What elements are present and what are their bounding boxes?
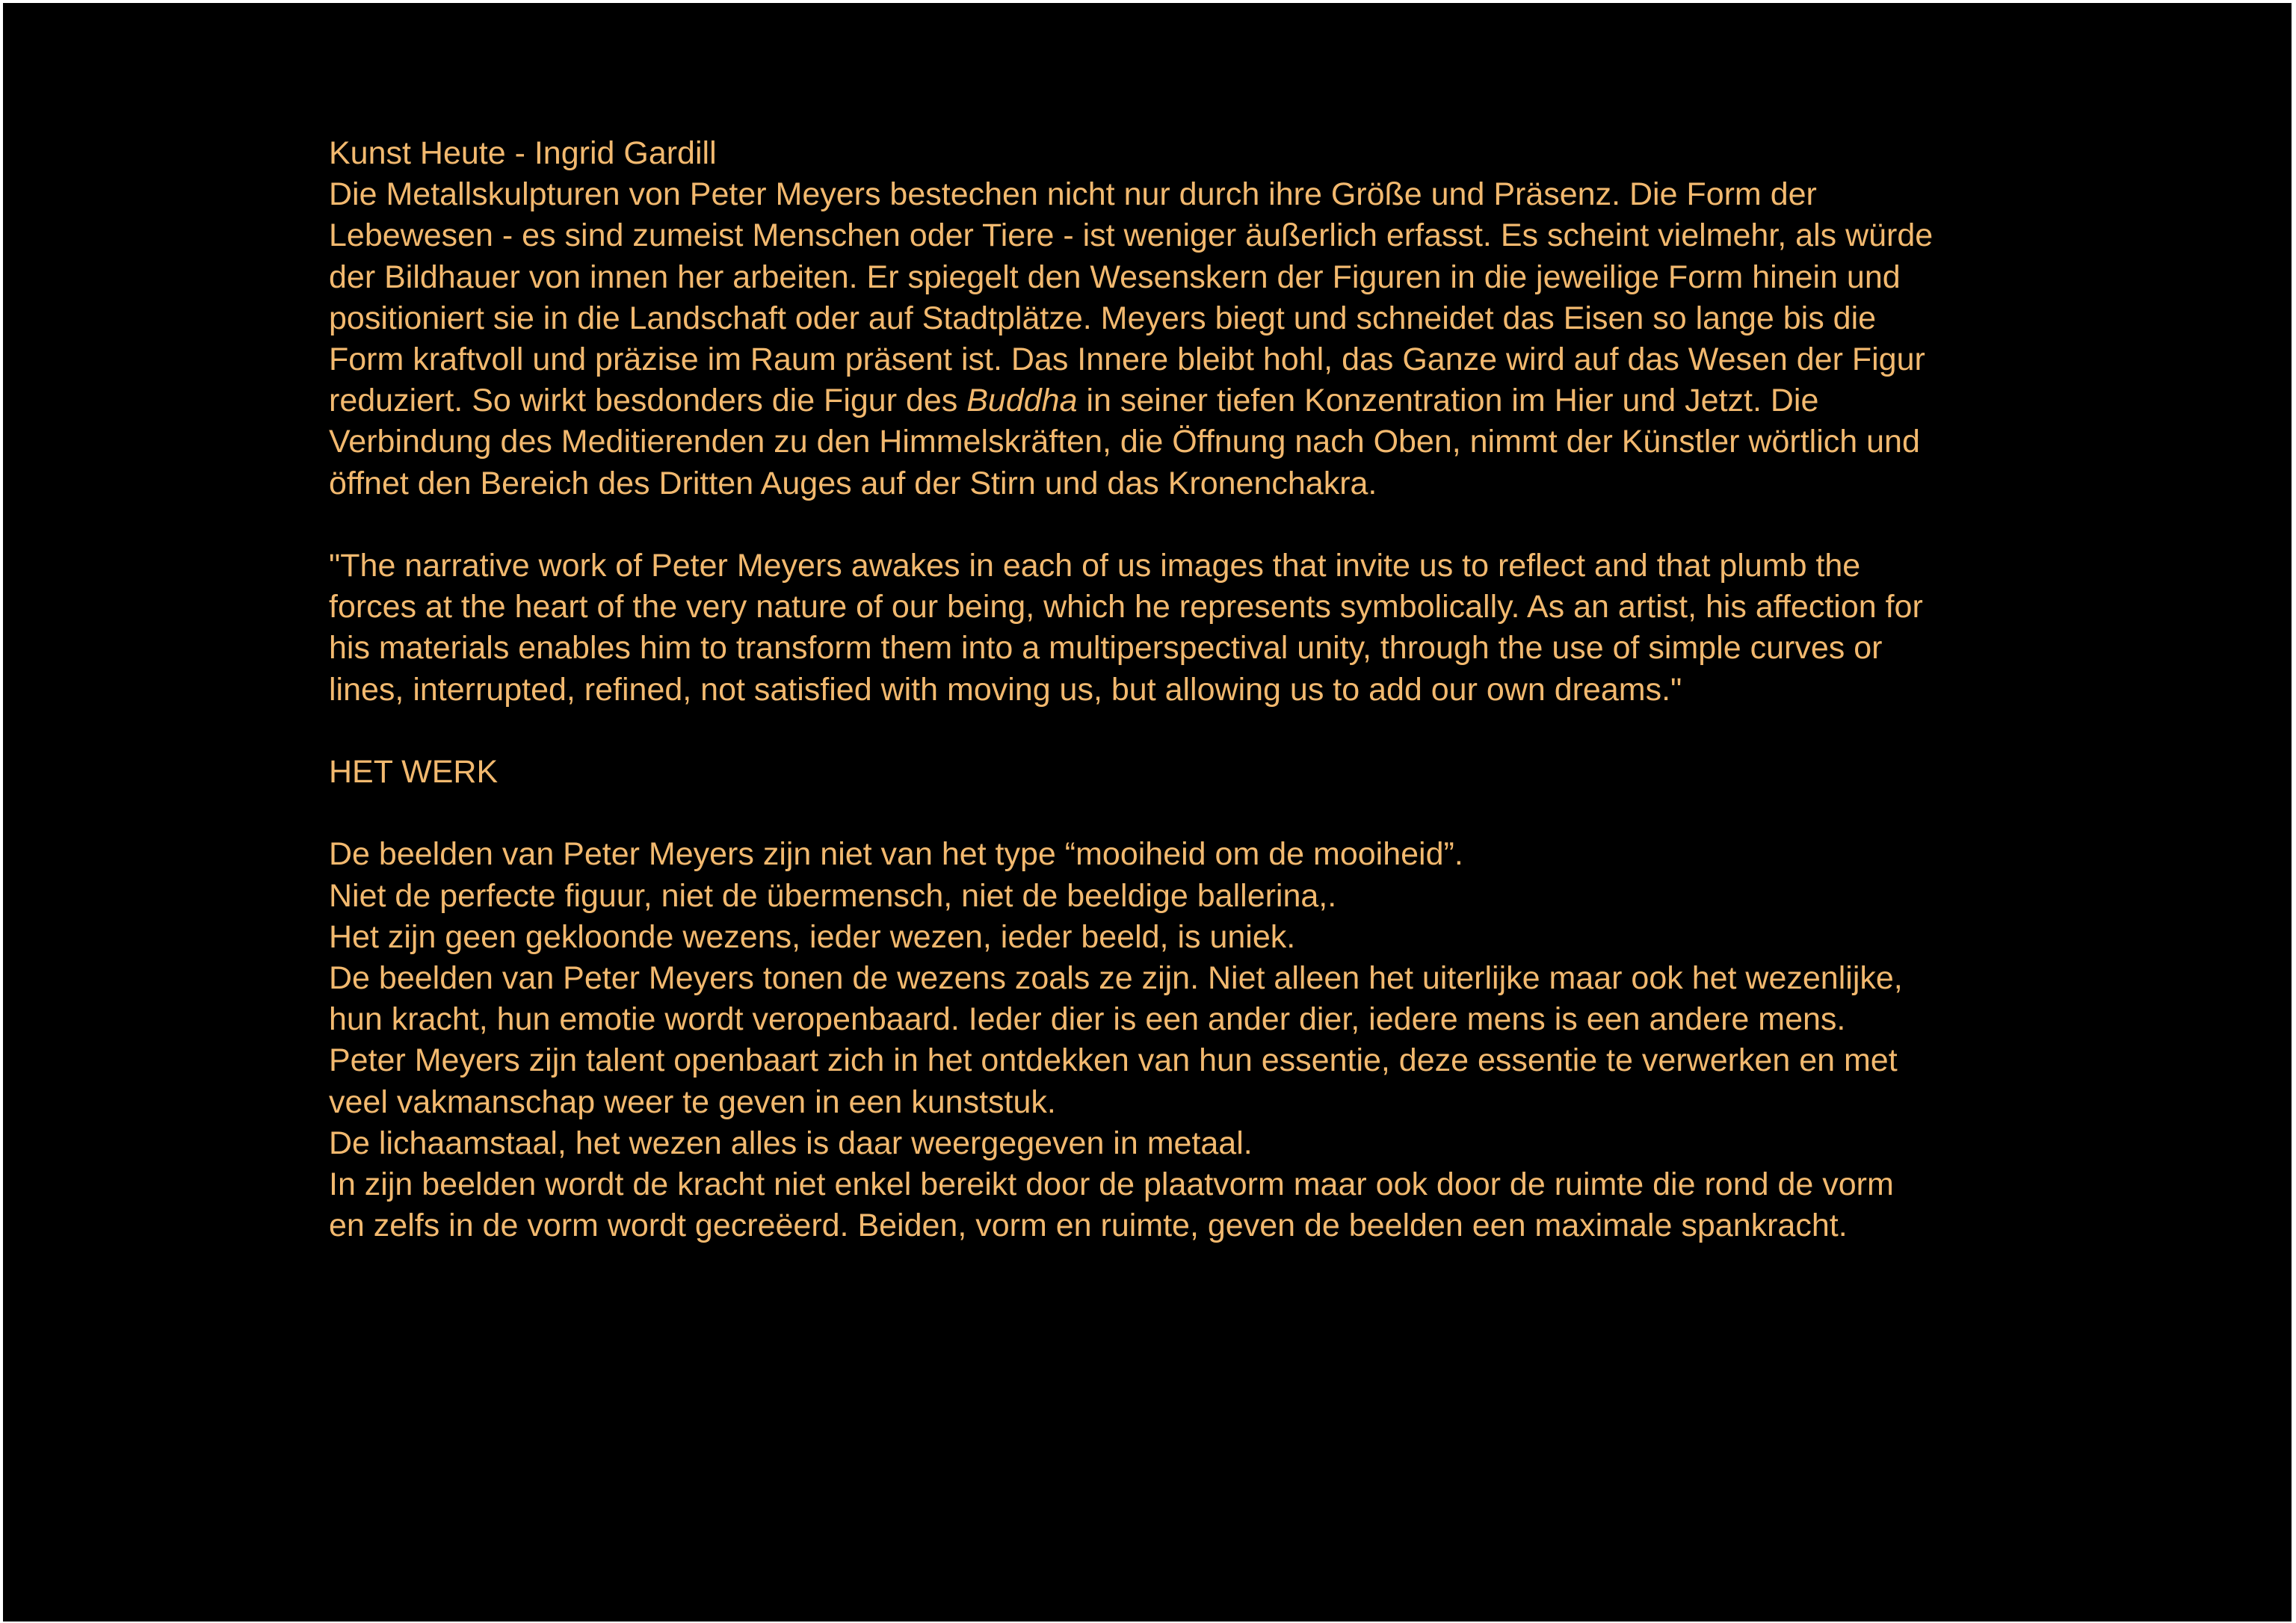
paragraph-spacer bbox=[329, 793, 1936, 834]
german-text-part-1: Die Metallskulpturen von Peter Meyers bestechen nicht nur durch ihre Größe und Präsenz. Die Form der Lebewesen - es sind zumeist Menschen oder Tiere - ist weniger äußerlich erfasst. Es scheint vielmehr, als würde der Bildhauer von innen her arbeiten. Er spiegelt den Wesenskern der Figuren in die jeweilige Form hinein und positioniert sie in die Landschaft oder auf Stadtplätze. Meyers biegt und schneidet das Eisen so lange bis die Form kraftvoll und präzise im Raum präsent ist. Das Innere bleibt hohl, das Ganze wird auf das Wesen der Figur reduziert. So wirkt besdonders die Figur des bbox=[329, 176, 1934, 419]
paragraph-spacer bbox=[329, 711, 1936, 752]
dutch-line: Niet de perfecte figuur, niet de übermensch, niet de beeldige ballerina,. bbox=[329, 877, 1337, 914]
dutch-line: Het zijn geen gekloonde wezens, ieder wezen, ieder beeld, is uniek. bbox=[329, 918, 1296, 955]
dutch-line: De beelden van Peter Meyers zijn niet van het type “mooiheid om de mooiheid”. bbox=[329, 836, 1463, 873]
paragraph-spacer bbox=[329, 504, 1936, 545]
dutch-line: Peter Meyers zijn talent openbaart zich in het ontdekken van hun essentie, deze essentie te verwerken en met veel vakmanschap weer te geven in een kunststuk. bbox=[329, 1042, 1898, 1120]
slide-background bbox=[3, 3, 2292, 1622]
german-paragraph bbox=[329, 174, 1936, 504]
text-column bbox=[329, 133, 1936, 1246]
buddha-italic: Buddha bbox=[966, 383, 1078, 419]
german-text-part-2: in seiner tiefen Konzentration im Hier und Jetzt. Die Verbindung des Meditierenden zu den Himmelskräften, die Öffnung nach Oben, nimmt der Künstler wörtlich und öffnet den Bereich des Dritten Auges auf der Stirn und das Kronenchakra. bbox=[329, 383, 1920, 501]
english-quote: "The narrative work of Peter Meyers awakes in each of us images that invite us to reflect and that plumb the forces at the heart of the very nature of our being, which he represents symbolically. As an artist, his affection for his materials enables him to transform them into a multiperspectival unity, through the use of simple curves or lines, interrupted, refined, not satisfied with moving us, but allowing us to add our own dreams." bbox=[329, 548, 1923, 708]
dutch-line: De beelden van Peter Meyers tonen de wezens zoals ze zijn. Niet alleen het uiterlijke maar ook het wezenlijke, hun kracht, hun emotie wordt veropenbaard. Ieder dier is een ander dier, iedere mens is een andere mens. bbox=[329, 960, 1903, 1038]
dutch-line: De lichaamstaal, het wezen alles is daar weergegeven in metaal. bbox=[329, 1125, 1253, 1161]
dutch-line: In zijn beelden wordt de kracht niet enkel bereikt door de plaatvorm maar ook door de ruimte die rond de vorm en zelfs in de vorm wordt gecreëerd. Beiden, vorm en ruimte, geven de beelden een maximale spankracht. bbox=[329, 1166, 1894, 1244]
article-heading: Kunst Heute - Ingrid Gardill bbox=[329, 135, 717, 171]
section-title: HET WERK bbox=[329, 754, 499, 791]
